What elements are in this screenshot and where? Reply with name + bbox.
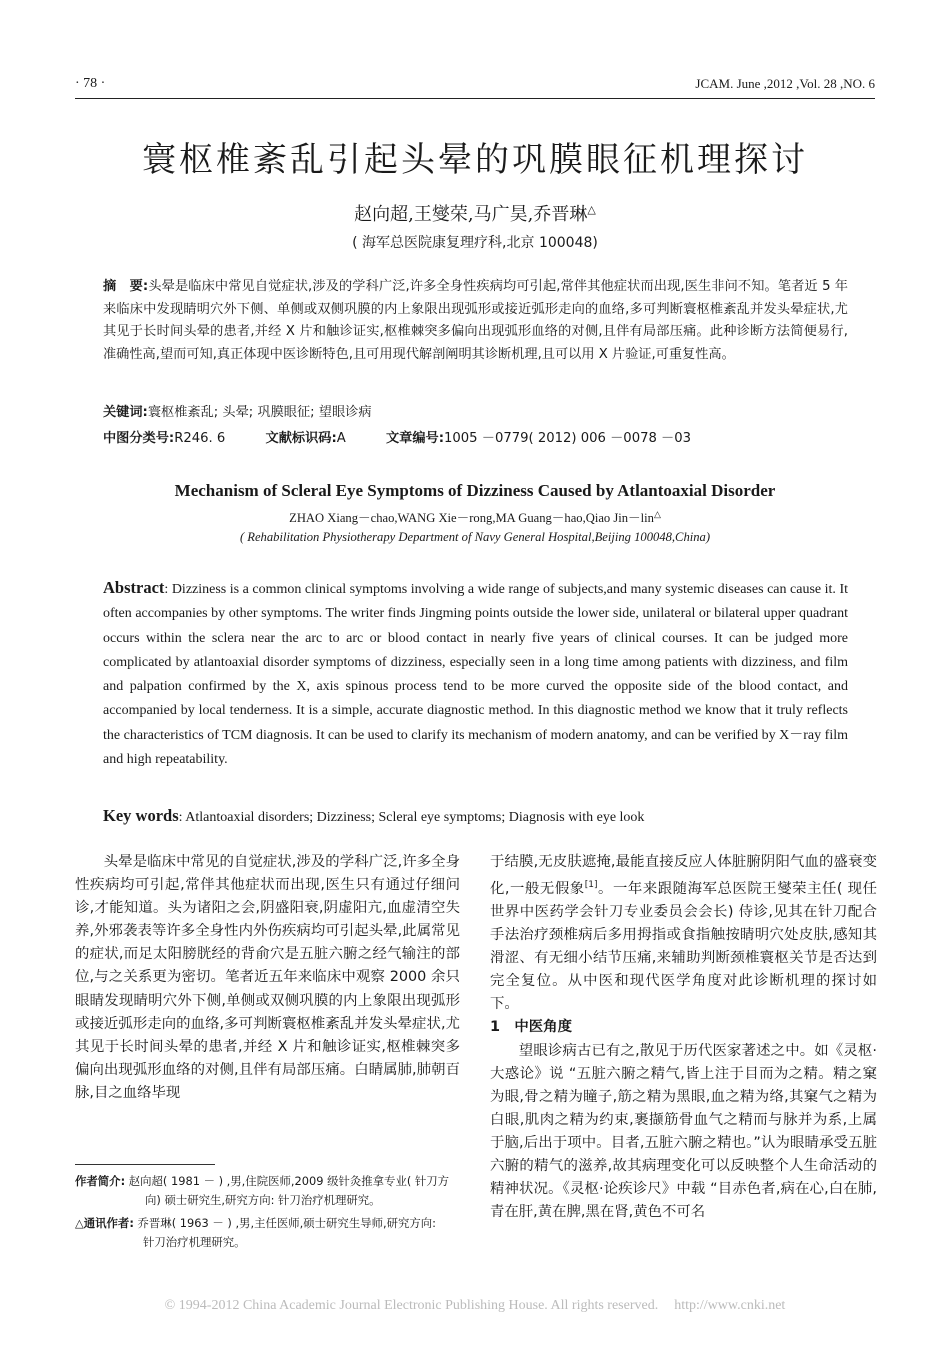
body-paragraph: 头晕是临床中常见的自觉症状,涉及的学科广泛,许多全身性疾病均可引起,常伴其他症状而出现,医生只有通过仔细问诊,才能知道。头为诸阳之会,阴盛阳衰,阴虚阳亢,血虚清空失养,外邪袭表等许多全身性内外伤疾病均可引起头晕,此属常见的症状,而足太阳膀胱经的背俞穴是五脏六腑之经气输注的部位,与之关系更为密切。笔者近五年来临床中观察 2000 余只眼睛发现睛明穴外下侧,单侧或双侧巩膜的内上象限出现弧形或接近弧形走向的血络,多可判断寰枢椎紊乱并发头晕症状,尤其见于长时间头晕的患者,并经 X 片和触诊证实,枢椎棘突多偏向出现弧形血络的对侧,且伴有局部压痛。白睛属肺,肺朝百脉,目之血络毕现 (75, 854, 460, 1101)
keywords-cn-text: 寰枢椎紊乱; 头晕; 巩膜眼征; 望眼诊病 (147, 405, 372, 420)
keywords-chinese (103, 402, 848, 425)
title-chinese: 寰枢椎紊乱引起头晕的巩膜眼征机理探讨 (142, 140, 808, 180)
body-left-column (75, 851, 460, 1105)
author-names-cn: 赵向超,王燮荣,马广昊,乔晋琳 (354, 204, 588, 225)
corresponding-mark: △ (587, 203, 596, 216)
footnote-corresponding: △通讯作者: 乔晋琳( 1963 － ) ,男,主任医师,硕士研究生导师,研究方向: 针刀治疗机理研究。 (75, 1216, 437, 1250)
document-code: 文献标识码:A (265, 431, 346, 446)
journal-info: JCAM. June ,2012 ,Vol. 28 ,NO. 6 (695, 76, 875, 91)
footnote-rule (75, 1164, 215, 1165)
abstract-chinese (103, 276, 848, 366)
body-paragraph: 于结膜,无皮肤遮掩,最能直接反应人体脏腑阴阳气血的盛衰变化,一般无假象[1]。一年来跟随海军总医院王燮荣主任( 现任世界中医药学会针刀专业委员会会长) 侍诊,见其在针刀配合手法治疗颈椎病后多用拇指或食指触按睛明穴处皮肤,感知其滑涩、有无细小结节压痛,来辅助判断颈椎寰枢关节是否达到完全复位。从中医和现代医学角度对此诊断机理的探讨如下。 (490, 854, 877, 1013)
page-number: · 78 · (75, 76, 106, 91)
keywords-cn-label: 关键词: (103, 405, 148, 420)
abstract-en-text: : Dizziness is a common clinical symptoms involving a wide range of subjects,and many systemic diseases can cause it. It often accompanies by other symptoms. The writer finds Jingming points outside the lower side, unilateral or bilateral upper quadrant occurs within the sclera near the arc to arc or blood contact in nearly five years of clinical courses. It can be judged more complicated by atlantoaxial disorder symptoms of dizziness, especially seen in a long time among patients with dizziness, and film and palpation confirmed by the X, axis spinous process tend to be more curved the opposite side of the blood contact, and accompanied by local tenderness. It is a simple, accurate diagnostic method. In this diagnostic method we know that it truly reflects the characteristics of TCM diagnosis. It can be used to clarify its mechanism of modern anatomy, and can be verified by X－ray film and high repeatability. (103, 582, 848, 768)
classification-row (103, 428, 848, 451)
header-rule (75, 98, 875, 99)
citation-ref[interactable]: [1] (584, 880, 598, 891)
abstract-en-label: Abstract (103, 578, 165, 597)
footnote-author: 作者简介: 赵向超( 1981 － ) ,男,住院医师,2009 级针灸推拿专业( 针刀方 向) 硕士研究生,研究方向: 针刀治疗机理研究。 (75, 1174, 450, 1208)
abstract-cn-label: 摘 要: (103, 279, 149, 294)
keywords-en-label: Key words (103, 806, 179, 825)
body-right-column (490, 851, 877, 1224)
abstract-english (103, 576, 848, 772)
authors-chinese (0, 200, 950, 226)
title-english: Mechanism of Scleral Eye Symptoms of Dizziness Caused by Atlantoaxial Disorder (174, 481, 776, 500)
body-paragraph: 望眼诊病古已有之,散见于历代医家著述之中。如《灵枢·大惑论》说 “五脏六腑之精气,皆上注于目而为之精。精之窠为眼,骨之精为瞳子,筋之精为黑眼,血之精为络,其窠气之精为白眼,肌肉之精为约束,裹撷筋骨血气之精而与脉并为系,上属于脑,后出于项中。目者,五脏六腑之精也。”认为眼睛承受五脏六腑的精气的滋养,故其病理变化可以反映整个人生命活动的精神状况。《灵枢·论疾诊尺》中载 “目赤色者,病在心,白在肺,青在肝,黄在脾,黑在肾,黄色不可名 (490, 1042, 877, 1221)
affiliation-english: ( Rehabilitation Physiotherapy Department of Navy General Hospital,Beijing 100048,China) (239, 530, 711, 544)
author-names-en: ZHAO Xiang－chao,WANG Xie－rong,MA Guang－hao,Qiao Jin－lin (289, 511, 654, 525)
keywords-en-text: : Atlantoaxial disorders; Dizziness; Scleral eye symptoms; Diagnosis with eye look (178, 810, 645, 825)
copyright-watermark: © 1994-2012 China Academic Journal Electronic Publishing House. All rights reserved. http://www.cnki.net (164, 1298, 786, 1313)
section-heading: 1 中医角度 (490, 1019, 572, 1036)
cnki-link[interactable]: http://www.cnki.net (674, 1298, 786, 1313)
authors-english (0, 507, 950, 526)
clc-number: 中图分类号:R246. 6 (103, 431, 226, 446)
corresponding-mark-en: △ (653, 508, 661, 519)
keywords-english (103, 806, 848, 826)
article-number: 文章编号:1005 －0779( 2012) 006 －0078 －03 (385, 431, 692, 446)
affiliation-chinese: ( 海军总医院康复理疗科,北京 100048) (352, 235, 598, 251)
abstract-cn-text: 头晕是临床中常见自觉症状,涉及的学科广泛,许多全身性疾病均可引起,常伴其他症状而出现,医生非问不知。笔者近 5 年来临床中发现睛明穴外下侧、单侧或双侧巩膜的内上象限出现弧形或接近弧形走向的血络,多可判断寰枢椎紊乱并发头晕症状,尤其见于长时间头晕的患者,并经 X 片和触诊证实,枢椎棘突多偏向出现弧形血络的对侧,且伴有局部压痛。此种诊断方法简便易行,准确性高,望而可知,真正体现中医诊断特色,且可用现代解剖阐明其诊断机理,且可以用 X 片验证,可重复性高。 (103, 279, 848, 362)
